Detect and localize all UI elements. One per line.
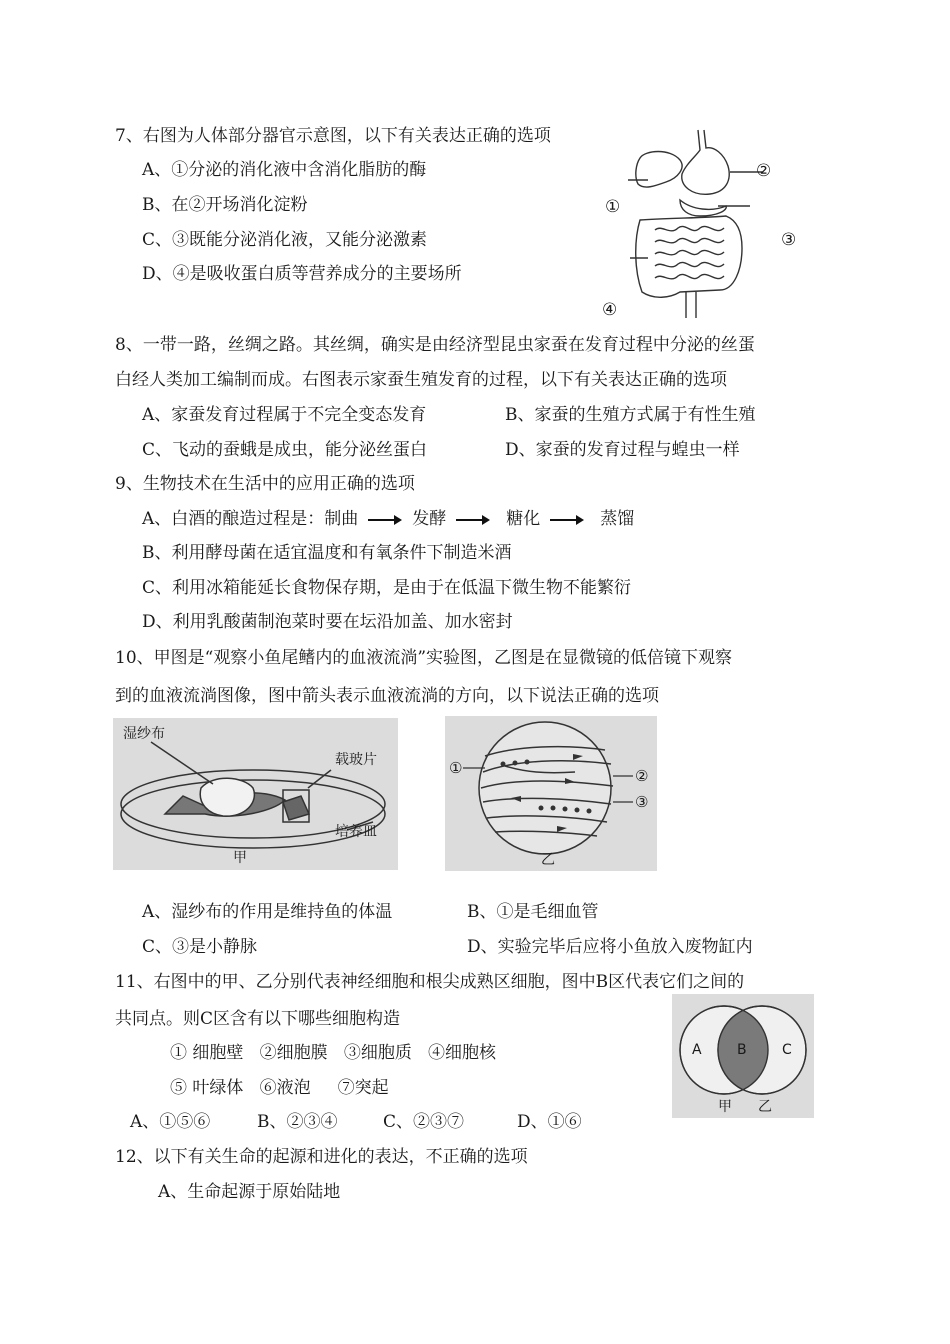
digestive-organs-illustration [600, 120, 810, 325]
label-vessel-3: ③ [635, 793, 649, 811]
q7-option-c: C、③既能分泌消化液，又能分泌激素 [142, 230, 428, 250]
q8-option-b: B、家蚕的生殖方式属于有性生殖 [505, 405, 756, 425]
q10-option-d: D、实验完毕后应将小鱼放入废物缸内 [467, 937, 753, 957]
q8-option-a: A、家蚕发育过程属于不完全变态发育 [142, 405, 427, 425]
arrow-right-icon [456, 514, 490, 526]
q10-option-c: C、③是小静脉 [142, 937, 258, 957]
q9-step-ferment: 发酵 [412, 509, 447, 529]
q7-option-d: D、④是吸收蛋白质等营养成分的主要场所 [142, 264, 462, 284]
q10-option-b: B、①是毛细血管 [467, 902, 599, 922]
q11-structures-line2: ⑤ 叶绿体 ⑥液泡 ⑦突起 [170, 1078, 389, 1098]
q7-option-b: B、在②开场消化淀粉 [142, 195, 308, 215]
organ-label-3: ③ [781, 230, 797, 250]
q10-stem-line2: 到的血液流淌图像，图中箭头表示血液流淌的方向，以下说法正确的选项 [115, 686, 659, 706]
venn-region-b: B [737, 1042, 747, 1058]
blood-flow-figure [445, 716, 657, 871]
q9-stem: 9、生物技术在生活中的应用正确的选项 [115, 474, 415, 494]
q8-option-d: D、家蚕的发育过程与蝗虫一样 [505, 440, 740, 460]
q11-stem-line1: 11、右图中的甲、乙分别代表神经细胞和根尖成熟区细胞，图中B区代表它们之间的 [115, 972, 745, 992]
venn-label-jia: 甲 [718, 1099, 732, 1115]
q12-option-a: A、生命起源于原始陆地 [158, 1182, 341, 1202]
fish-experiment-figure [113, 718, 398, 870]
venn-diagram-figure [672, 994, 814, 1118]
venn-label-yi: 乙 [758, 1099, 772, 1115]
q10-option-a: A、湿纱布的作用是维持鱼的体温 [142, 902, 393, 922]
caption-jia: 甲 [233, 850, 247, 866]
arrow-right-icon [550, 514, 584, 526]
q9-option-a-prefix: A、白酒的酿造过程是：制曲 [142, 509, 359, 529]
q9-step-saccharify: 糖化 [506, 509, 541, 529]
label-vessel-2: ② [635, 767, 649, 785]
q9-step-distill: 蒸馏 [600, 509, 635, 529]
q8-option-c: C、飞动的蚕蛾是成虫，能分泌丝蛋白 [142, 440, 428, 460]
q7-stem: 7、右图为人体部分器官示意图，以下有关表达正确的选项 [115, 126, 551, 146]
q12-stem: 12、以下有关生命的起源和进化的表达，不正确的选项 [115, 1147, 528, 1167]
label-vessel-1: ① [449, 759, 463, 777]
q11-option-b: B、②③④ [257, 1112, 338, 1132]
label-wet-gauze: 湿纱布 [123, 726, 165, 742]
venn-region-a: A [692, 1042, 702, 1058]
q9-option-b: B、利用酵母菌在适宜温度和有氧条件下制造米酒 [142, 543, 512, 563]
digestive-organs-figure [600, 120, 810, 325]
q9-option-a [142, 507, 634, 531]
label-petri-dish: 培养皿 [335, 824, 377, 840]
q10-stem-line1: 10、甲图是“观察小鱼尾鳍内的血液流淌”实验图，乙图是在显微镜的低倍镜下观察 [115, 648, 733, 668]
q9-option-d: D、利用乳酸菌制泡菜时要在坛沿加盖、加水密封 [142, 612, 513, 632]
organ-label-2: ② [756, 161, 772, 181]
q11-stem-line2: 共同点。则C区含有以下哪些细胞构造 [115, 1009, 401, 1029]
arrow-right-icon [368, 514, 402, 526]
organ-label-4: ④ [602, 300, 618, 320]
q11-option-d: D、①⑥ [517, 1112, 582, 1132]
organ-label-1: ① [605, 197, 621, 217]
venn-region-c: C [782, 1042, 792, 1058]
q7-option-a: A、①分泌的消化液中含消化脂肪的酶 [142, 160, 427, 180]
label-slide: 载玻片 [335, 752, 377, 768]
q11-option-a: A、①⑤⑥ [130, 1112, 211, 1132]
q11-structures-line1: ① 细胞壁 ②细胞膜 ③细胞质 ④细胞核 [170, 1043, 497, 1063]
caption-yi: 乙 [541, 852, 555, 868]
microscope-view-illustration [445, 716, 657, 871]
q8-stem-line1: 8、一带一路，丝绸之路。其丝绸，确实是由经济型昆虫家蚕在发育过程中分泌的丝蛋 [115, 335, 755, 355]
q11-option-c: C、②③⑦ [383, 1112, 465, 1132]
q9-option-c: C、利用冰箱能延长食物保存期，是由于在低温下微生物不能繁衍 [142, 578, 632, 598]
q8-stem-line2: 白经人类加工编制而成。右图表示家蚕生殖发育的过程，以下有关表达正确的选项 [115, 370, 727, 390]
